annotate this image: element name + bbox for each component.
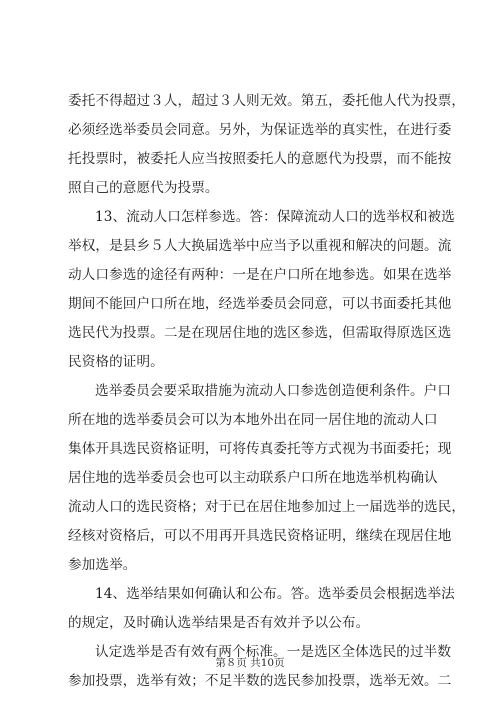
text-line: 的规定，及时确认选举结果是否有效并予以公布。	[68, 615, 370, 631]
text-line: 托投票时，被委托人应当按照委托人的意愿代为投票，而不能按	[68, 151, 452, 167]
text-line: 选举委员会要采取措施为流动人口参选创造便利条件。户口	[95, 383, 452, 399]
text-line: 集体开具选民资格证明，可将传真委托等方式视为书面委托；现	[68, 441, 452, 457]
text-line: 必须经选举委员会同意。另外，为保证选举的真实性，在进行委	[68, 122, 452, 138]
text-line: 所在地的选举委员会可以为本地外出在同一居住地的流动人口	[68, 412, 438, 428]
text-line: 举权，是县乡５人大换届选举中应当予以重视和解决的问题。流	[68, 238, 452, 254]
text-line: 照自己的意愿代为投票。	[68, 180, 219, 196]
text-line: 期间不能回户口所在地，经选举委员会同意，可以书面委托其他	[68, 296, 452, 312]
text-line: 参加投票，选举有效；不足半数的选民参加投票，选举无效。二	[68, 673, 452, 689]
text-line: 14、选举结果如何确认和公布。答。选举委员会根据选举法	[95, 586, 455, 602]
text-line: 经核对资格后，可以不用再开具选民资格证明，继续在现居住地	[68, 528, 452, 544]
page-footer: 第８页 共10页	[215, 657, 285, 669]
text-line: 认定选举是否有效有两个标准。一是选区全体选民的过半数	[95, 644, 452, 660]
text-line: 居住地的选举委员会也可以主动联系户口所在地选举机构确认	[68, 470, 438, 486]
text-line: 动人口参选的途径有两种：一是在户口所在地参选。如果在选举	[68, 267, 452, 283]
body-text	[68, 87, 466, 696]
text-line: 委托不得超过３人，超过３人则无效。第五，委托他人代为投票，	[68, 93, 466, 109]
text-line: 选民代为投票。二是在现居住地的选区参选，但需取得原选区选	[68, 325, 452, 341]
text-line: 流动人口的选民资格；对于已在居住地参加过上一届选举的选民，	[68, 499, 466, 515]
text-line: 参加选举。	[68, 557, 137, 573]
text-line: 13、流动人口怎样参选。答：保障流动人口的选举权和被选	[95, 209, 455, 225]
text-line: 民资格的证明。	[68, 354, 164, 370]
